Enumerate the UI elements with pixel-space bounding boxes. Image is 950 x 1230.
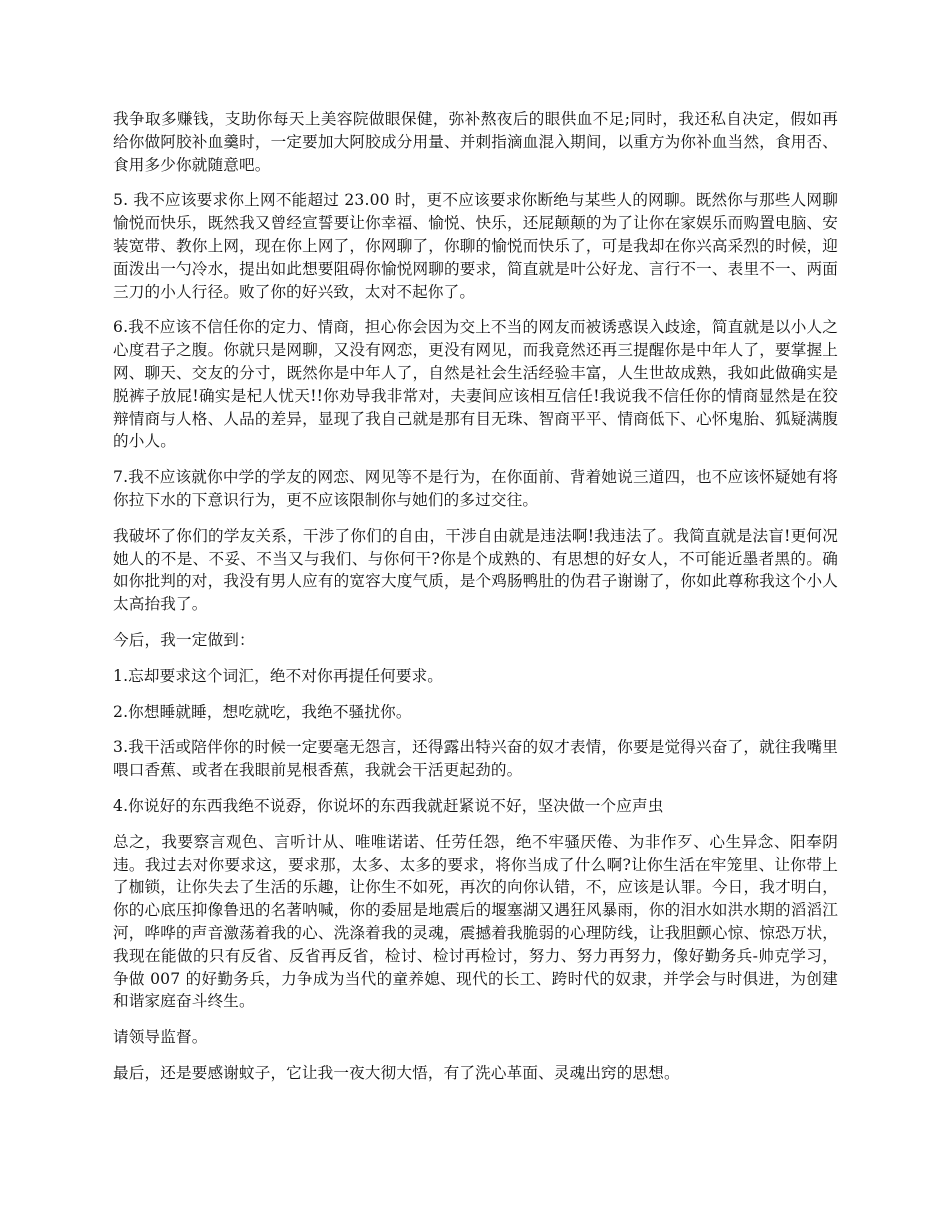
paragraph-promise-4: 4.你说好的东西我绝不说孬，你说坏的东西我就赶紧说不好，坚决做一个应声虫: [113, 796, 664, 815]
paragraph-item-5: 5. 我不应该要求你上网不能超过 23.00 时，更不应该要求你断绝与某些人的网聊。既然你与那些人网聊愉悦而快乐，既然我又曾经宣誓要让你幸福、愉悦、快乐，还屁颠颠的为了让你在家娱乐而购置电脑、安装宽带、教你上网，现在你上网了，你网聊了，你聊的愉悦而快乐了，可是我却在你兴高采烈的时候，迎面泼出一勺冷水，提出如此想要阻碍你愉悦网聊的要求，简直就是叶公好龙、言行不一、表里不一、两面三刀的小人行径。败了你的好兴致，太对不起你了。: [113, 191, 838, 301]
paragraph-promise-heading: 今后，我一定做到：: [113, 630, 255, 649]
document-body: [113, 108, 838, 1098]
paragraph-closing: 最后，还是要感谢蚊子，它让我一夜大彻大悟，有了洗心革面、灵魂出窍的思想。: [113, 1063, 680, 1082]
paragraph-summary: 总之，我要察言观色、言听计从、唯唯诺诺、任劳任怨，绝不牢骚厌倦、为非作歹、心生异念、阳奉阴违。我过去对你要求这，要求那，太多、太多的要求，将你当成了什么啊?让你生活在牢笼里、让你带上了枷锁，让你失去了生活的乐趣，让你生不如死，再次的向你认错，不，应该是认罪。今日，我才明白，你的心底压抑像鲁迅的名著呐喊，你的委屈是地震后的堰塞湖又遇狂风暴雨，你的泪水如洪水期的滔滔江河，哗哗的声音激荡着我的心、洗涤着我的灵魂，震撼着我脆弱的心理防线，让我胆颤心惊、惊恐万状，我现在能做的只有反省、反省再反省，检讨、检讨再检讨，努力、努力再努力，像好勤务兵-帅克学习，争做 007 的好勤务兵，力争成为当代的童养媳、现代的长工、跨时代的奴隶，并学会与时俱进，为创建和谐家庭奋斗终生。: [113, 832, 838, 1011]
paragraph-supervision: 请领导监督。: [113, 1028, 208, 1047]
paragraph-item-7: 7.我不应该就你中学的学友的网恋、网见等不是行为，在你面前、背着她说三道四，也不应该怀疑她有将你拉下水的下意识行为，更不应该限制你与她们的多过交往。: [113, 468, 838, 509]
paragraph-promise-1: 1.忘却要求这个词汇，绝不对你再提任何要求。: [113, 666, 444, 685]
paragraph-school-friends: 我破坏了你们的学友关系，干涉了你们的自由，干涉自由就是违法啊!我违法了。我简直就是法盲!更何况她人的不是、不妥、不当又与我们、与你何干?你是个成熟的、有思想的好女人，不可能近墨者黑的。确如你批判的对，我没有男人应有的宽容大度气质，是个鸡肠鸭肚的伪君子谢谢了，你如此尊称我这个小人太高抬我了。: [113, 526, 838, 614]
paragraph-promise-3: 3.我干活或陪伴你的时候一定要毫无怨言，还得露出特兴奋的奴才表情，你要是觉得兴奋了，就往我嘴里喂口香蕉、或者在我眼前晃根香蕉，我就会干活更起劲的。: [113, 738, 838, 780]
paragraph-item-6: 6.我不应该不信任你的定力、情商，担心你会因为交上不当的网友而被诱惑误入歧途，简直就是以小人之心度君子之腹。你就只是网聊，又没有网恋，更没有网见，而我竟然还再三提醒你是中年人了，要掌握上网、聊天、交友的分寸，既然你是中年人了，自然是社会生活经验丰富，人生世故成熟，我如此做确实是脱裤子放屁!确实是杞人忧天!!你劝导我非常对，夫妻间应该相互信任!我说我不信任你的情商显然是在狡辩情商与人格、人品的差异，显现了我自己就是那有目无珠、智商平平、情商低下、心怀鬼胎、狐疑满腹的小人。: [113, 318, 838, 451]
paragraph-promise-2: 2.你想睡就睡，想吃就吃，我绝不骚扰你。: [113, 702, 412, 721]
paragraph-intro: 我争取多赚钱，支助你每天上美容院做眼保健，弥补熬夜后的眼供血不足;同时，我还私自决定，假如再给你做阿胶补血羹时，一定要加大阿胶成分用量、并刺指滴血混入期间，以重方为你补血当然，食用否、食用多少你就随意吧。: [113, 110, 838, 174]
